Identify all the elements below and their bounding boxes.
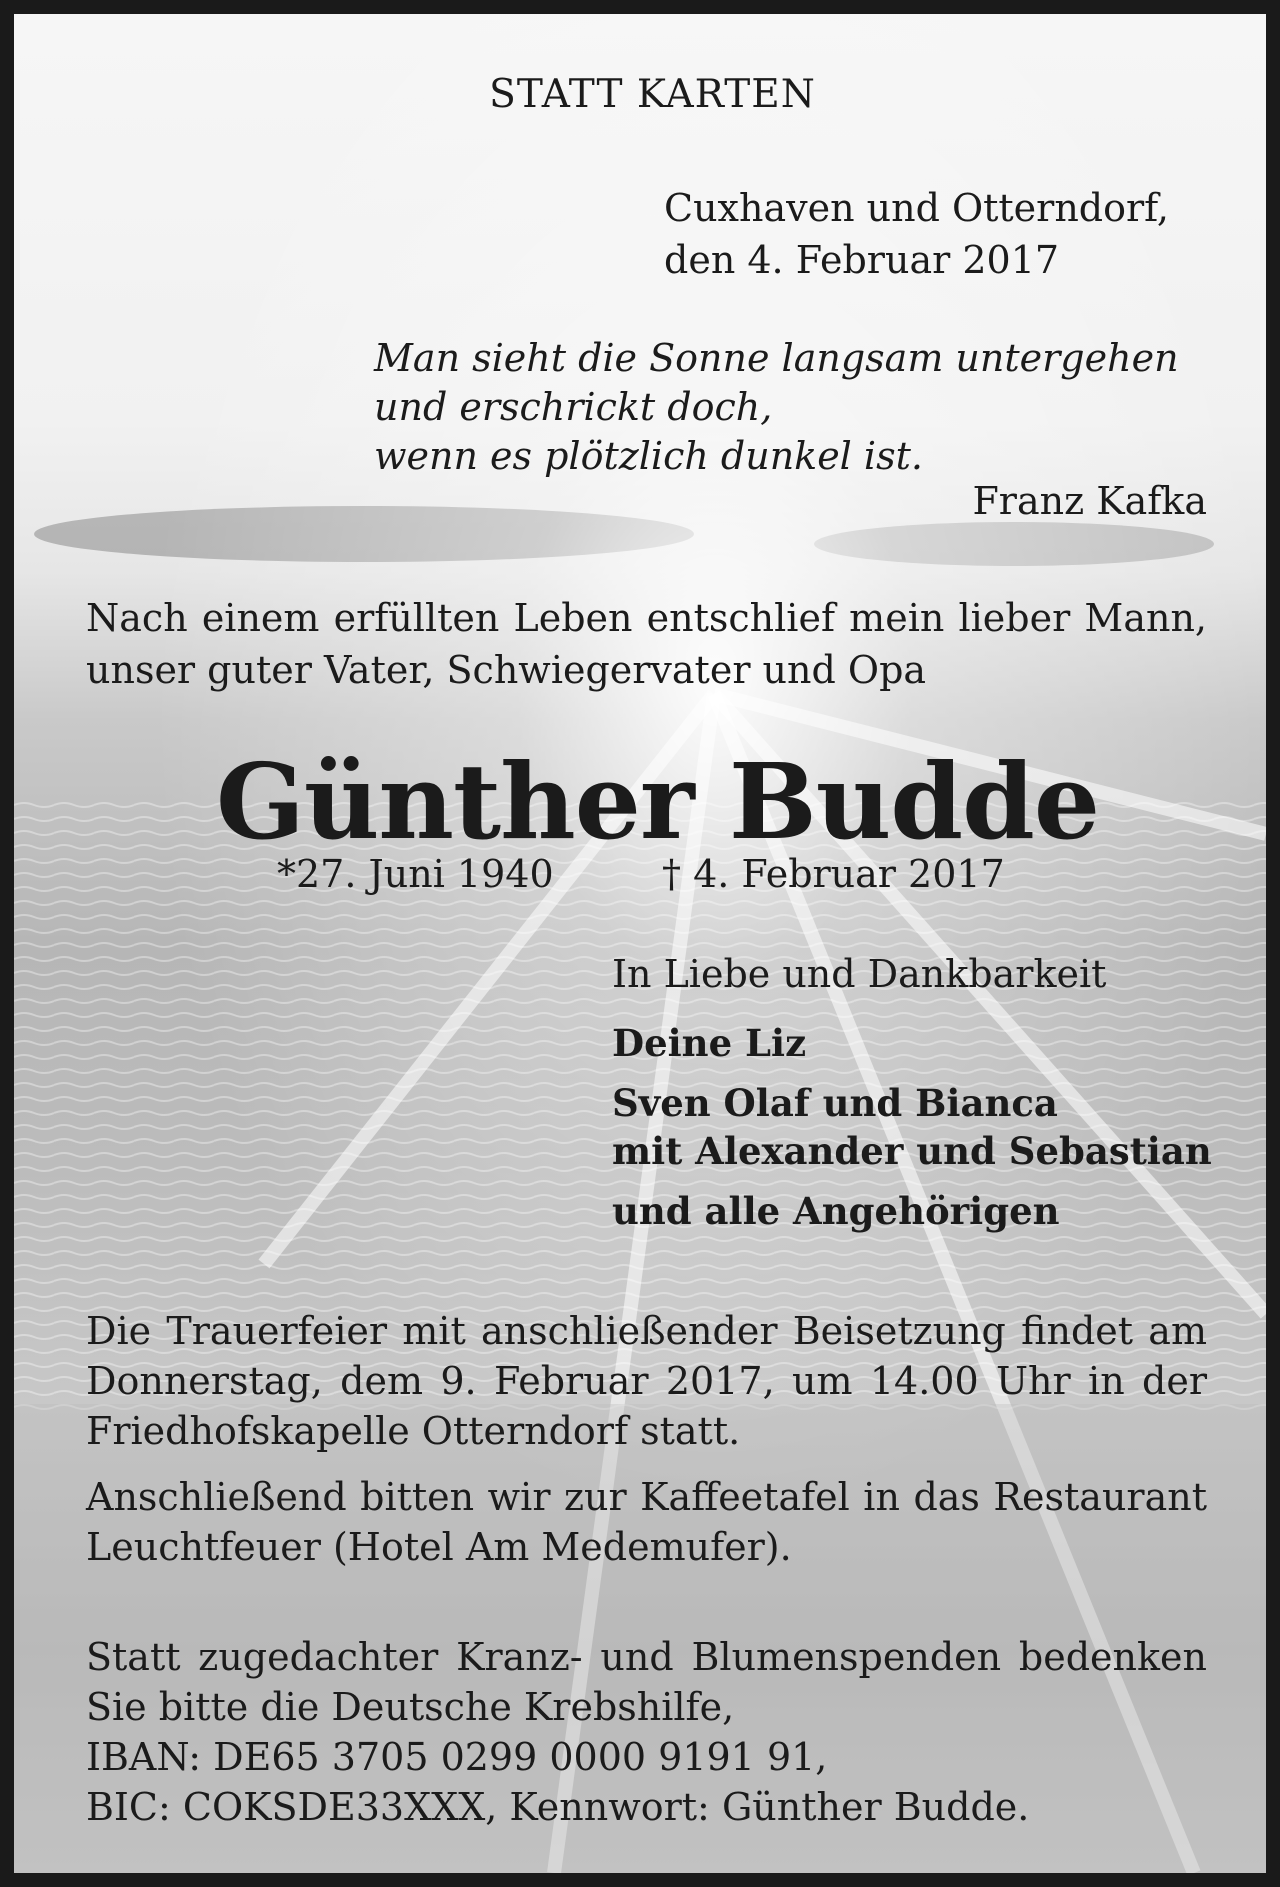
place-line: Cuxhaven und Otterndorf, bbox=[664, 186, 1169, 230]
reception-info: Anschließend bitten wir zur Kaffeetafel in das Restaurant Leuchtfeuer (Hotel Am Medemufer). bbox=[86, 1475, 1207, 1569]
quote-author: Franz Kafka bbox=[972, 479, 1207, 523]
quote-line: Man sieht die Sonne langsam untergehen bbox=[374, 336, 1179, 380]
birth-date: *27. Juni 1940 bbox=[277, 852, 554, 896]
bic-line: BIC: COKSDE33XXX, Kennwort: Günther Budde. bbox=[86, 1785, 1030, 1829]
mourners-list bbox=[612, 1019, 1212, 1235]
donation-info bbox=[86, 1632, 1207, 1832]
iban-line: IBAN: DE65 3705 0299 0000 9191 91, bbox=[86, 1735, 828, 1779]
mourner-line: Deine Liz bbox=[612, 1021, 807, 1065]
death-date: † 4. Februar 2017 bbox=[662, 852, 1005, 896]
mourner-line: und alle Angehörigen bbox=[612, 1189, 1060, 1233]
quote bbox=[374, 334, 1207, 481]
quote-line: und erschrickt doch, bbox=[374, 385, 773, 429]
mourner-line: mit Alexander und Sebastian bbox=[612, 1129, 1212, 1173]
date-line: den 4. Februar 2017 bbox=[664, 238, 1060, 282]
quote-line: wenn es plötzlich dunkel ist. bbox=[374, 434, 923, 478]
deceased-name: Günther Budde bbox=[216, 740, 1099, 863]
sunset-sea-background bbox=[14, 14, 1266, 1873]
intro-text: Nach einem erfüllten Leben entschlief mein lieber Mann, unser guter Vater, Schwiegervater und Opa bbox=[86, 596, 1207, 692]
obituary-card bbox=[14, 14, 1266, 1873]
funeral-info: Die Trauerfeier mit anschließender Beisetzung findet am Donnerstag, dem 9. Februar 2017, um 14.00 Uhr in der Friedhofskapelle Otterndorf statt. bbox=[86, 1309, 1207, 1453]
place-date bbox=[664, 182, 1169, 286]
mourners-intro: In Liebe und Dankbarkeit bbox=[612, 952, 1107, 996]
statt-karten-heading: STATT KARTEN bbox=[489, 72, 816, 117]
mourner-line: Sven Olaf und Bianca bbox=[612, 1081, 1058, 1125]
donation-line: Statt zugedachter Kranz- und Blumenspenden bedenken Sie bitte die Deutsche Krebshilfe, bbox=[86, 1635, 1207, 1729]
